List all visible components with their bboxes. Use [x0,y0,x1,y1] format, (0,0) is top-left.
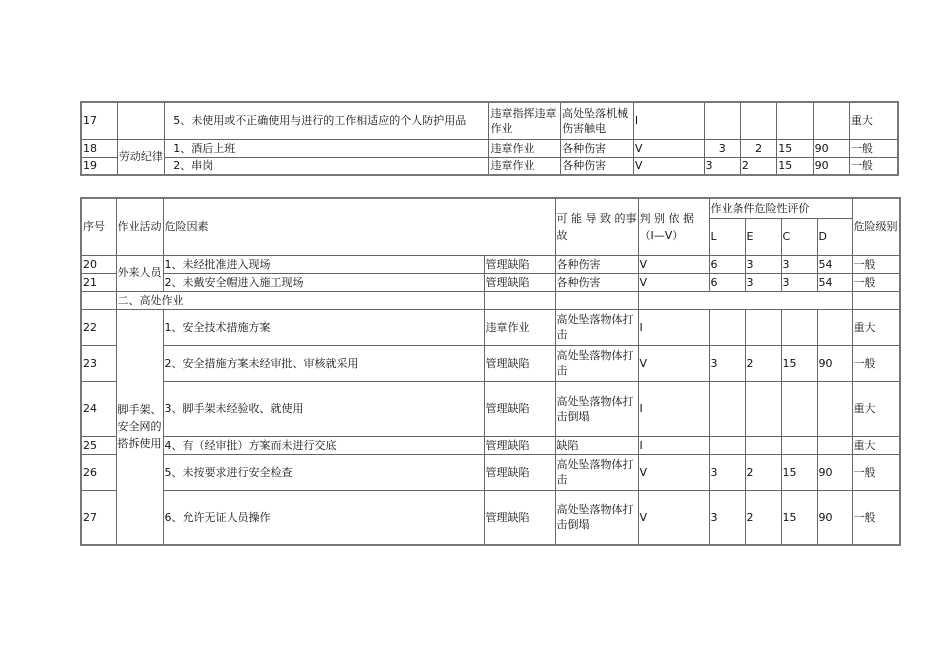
header-row [81,198,900,218]
table-row [81,490,900,545]
c-cell: 3 [781,273,817,291]
l-cell [704,102,740,139]
empty-cell [484,291,555,309]
hazard-evaluation-table [80,197,901,546]
header-c: C [781,218,817,255]
table-row [81,345,900,381]
e-cell: 3 [745,255,781,273]
basis-cell: V [638,255,709,273]
header-level: 危险级别 [852,198,900,255]
cause-cell: 违章作业 [489,139,561,157]
accident-cell: 高处坠落物体打击倒塌 [555,381,638,436]
basis-cell: V [638,454,709,490]
e-cell [745,436,781,454]
empty-cell [555,291,638,309]
accident-cell: 各种伤害 [555,273,638,291]
e-cell: 2 [745,490,781,545]
e-cell [740,102,776,139]
hazard-cell: 4、有（经审批）方案而未进行交底 [163,436,484,454]
e-cell: 2 [745,454,781,490]
hazard-cell: 6、允许无证人员操作 [163,490,484,545]
header-eval: 作业条件危险性评价 [709,198,852,218]
l-cell: 3 [709,490,745,545]
row-number: 17 [81,102,117,139]
header-no: 序号 [81,198,116,255]
c-cell: 15 [777,139,813,157]
basis-cell: V [633,157,704,175]
e-cell [745,309,781,345]
cause-cell: 违章指挥违章作业 [489,102,561,139]
l-cell: 6 [709,273,745,291]
row-number: 20 [81,255,116,273]
hazard-cell: 2、安全措施方案未经审批、审核就采用 [163,345,484,381]
activity-cell [117,102,164,139]
d-cell [817,309,852,345]
accident-cell: 各种伤害 [555,255,638,273]
c-cell [781,436,817,454]
table-row [81,139,898,157]
e-cell: 2 [740,139,776,157]
empty-cell [638,291,852,309]
basis-cell: I [638,436,709,454]
c-cell: 15 [781,345,817,381]
level-cell: 一般 [852,454,900,490]
section-title: 二、高处作业 [116,291,484,309]
c-cell: 15 [781,454,817,490]
d-cell: 90 [813,139,849,157]
l-cell: 3 [709,454,745,490]
level-cell: 一般 [849,157,898,175]
l-cell: 6 [709,255,745,273]
d-cell: 90 [813,157,849,175]
basis-cell: V [638,345,709,381]
basis-cell: I [633,102,704,139]
l-cell [709,309,745,345]
e-cell: 2 [740,157,776,175]
table-row [81,102,898,139]
l-cell: 3 [704,157,740,175]
header-basis: 判 别 依 据 （I—V） [638,198,709,255]
cause-cell: 管理缺陷 [484,345,555,381]
accident-cell: 高处坠落物体打击 [555,309,638,345]
cause-cell: 管理缺陷 [484,273,555,291]
level-cell: 重大 [852,436,900,454]
row-number: 24 [81,381,116,436]
table-row [81,157,898,175]
e-cell [745,381,781,436]
empty-cell [852,291,900,309]
activity-cell: 脚手架、安全网的搭拆使用 [116,309,163,545]
d-cell: 90 [817,490,852,545]
d-cell [817,381,852,436]
cause-cell: 管理缺陷 [484,436,555,454]
cause-cell: 违章作业 [489,157,561,175]
level-cell: 重大 [852,309,900,345]
hazard-cell: 5、未按要求进行安全检查 [163,454,484,490]
header-l: L [709,218,745,255]
c-cell [777,102,813,139]
hazard-cell: 3、脚手架未经验收、就使用 [163,381,484,436]
header-d: D [817,218,852,255]
l-cell: 3 [709,345,745,381]
l-cell: 3 [704,139,740,157]
row-number: 26 [81,454,116,490]
cause-cell: 管理缺陷 [484,490,555,545]
activity-cell: 劳动纪律 [117,139,164,175]
cause-cell: 管理缺陷 [484,255,555,273]
basis-cell: V [633,139,704,157]
section-spacer [81,291,116,309]
c-cell [781,309,817,345]
cause-cell: 管理缺陷 [484,381,555,436]
accident-cell: 各种伤害 [561,157,634,175]
row-number: 18 [81,139,117,157]
cause-cell: 管理缺陷 [484,454,555,490]
l-cell [709,381,745,436]
e-cell: 2 [745,345,781,381]
row-number: 22 [81,309,116,345]
table-row [81,381,900,436]
header-activity: 作业活动 [116,198,163,255]
header-e: E [745,218,781,255]
row-number: 27 [81,490,116,545]
accident-cell: 高处坠落物体打击倒塌 [555,490,638,545]
level-cell: 一般 [849,139,898,157]
cause-cell: 违章作业 [484,309,555,345]
basis-cell: I [638,309,709,345]
hazard-cell: 1、酒后上班 [165,139,489,157]
basis-cell: V [638,490,709,545]
d-cell [817,436,852,454]
d-cell: 90 [817,454,852,490]
table-row [81,309,900,345]
hazard-cell: 5、未使用或不正确使用与进行的工作相适应的个人防护用品 [165,102,489,139]
c-cell: 15 [777,157,813,175]
header-hazard: 危险因素 [163,198,555,255]
l-cell [709,436,745,454]
d-cell: 54 [817,273,852,291]
hazard-cell: 2、串岗 [165,157,489,175]
level-cell: 重大 [849,102,898,139]
table-row [81,255,900,273]
table-row [81,273,900,291]
table-row [81,436,900,454]
d-cell [813,102,849,139]
basis-cell: V [638,273,709,291]
table-row [81,454,900,490]
hazard-cell: 2、未戴安全帽进入施工现场 [163,273,484,291]
level-cell: 一般 [852,255,900,273]
row-number: 23 [81,345,116,381]
level-cell: 一般 [852,273,900,291]
e-cell: 3 [745,273,781,291]
c-cell: 3 [781,255,817,273]
basis-cell: I [638,381,709,436]
row-number: 21 [81,273,116,291]
level-cell: 一般 [852,345,900,381]
hazard-cell: 1、未经批准进入现场 [163,255,484,273]
section-row [81,291,900,309]
accident-cell: 高处坠落物体打击 [555,454,638,490]
level-cell: 重大 [852,381,900,436]
c-cell: 15 [781,490,817,545]
c-cell [781,381,817,436]
activity-cell: 外来人员 [116,255,163,291]
row-number: 25 [81,436,116,454]
d-cell: 90 [817,345,852,381]
accident-cell: 高处坠落机械伤害触电 [561,102,634,139]
header-accident: 可 能 导 致 的事故 [555,198,638,255]
accident-cell: 缺陷 [555,436,638,454]
level-cell: 一般 [852,490,900,545]
row-number: 19 [81,157,117,175]
hazard-cell: 1、安全技术措施方案 [163,309,484,345]
hazard-table-continued [80,101,899,176]
d-cell: 54 [817,255,852,273]
accident-cell: 高处坠落物体打击 [555,345,638,381]
accident-cell: 各种伤害 [561,139,634,157]
